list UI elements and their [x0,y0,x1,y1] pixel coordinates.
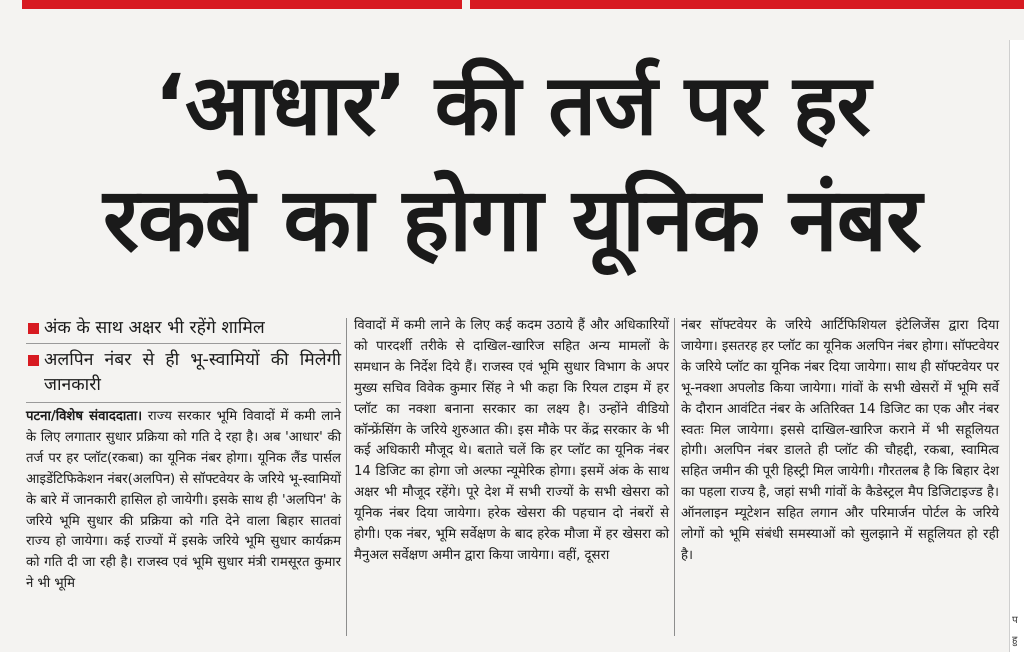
edge-fragment-top: प [1012,615,1018,626]
highlight-1 [26,316,341,344]
column-divider-1 [346,318,347,636]
column-divider-2 [674,318,675,636]
article-paragraph-1 [26,407,341,595]
red-square-bullet-icon [28,323,39,334]
highlight-2-text: अलपिन नंबर से ही भू-स्वामियों की मिलेगी जानकारी [44,350,341,395]
headline [22,49,1002,279]
column-2-text: विवादों में कमी लाने के लिए कई कदम उठाये हैं और अधिकारियों को पारदर्शी तरीके से दाखिल-खारिज सहित अन्य मामलों के समधान के निर्देश दिये हैं। राजस्व एवं भूमि सुधार विभाग के अपर मुख्य सचिव विवेक कुमार सिंह ने भी कहा कि रियल टाइम में हर प्लॉट का नक्शा बनाना सरकार का लक्ष्य है। उन्होंने वीडियो कॉन्फ्रेंसिंग के जरिये शुरुआत की। इस मौके पर केंद्र सरकार के भी कई अधिकारी मौजूद थे। बताते चलें कि हर प्लॉट का यूनिक नंबर 14 डिजिट का होगा जो अल्फा न्यूमेरिक होगा। इसमें अंक के साथ अक्षर भी मौजूद रहेंगे। पूरे देश में सभी राज्यों के सभी खेसरा को यूनिक नंबर दिया जायेगा। हरेक खेसरा की पहचान दो नंबरों से होगी। एक नंबर, भूमि सर्वेक्षण के बाद हरेक मौजा में हर खेसरा को मैनुअल सर्वेक्षण अमीन द्वारा किया जायेगा। वहीं, दूसरा [354,318,669,563]
column-3-text: नंबर सॉफ्टवेयर के जरिये आर्टिफिशियल इंटेलिजेंस द्वारा दिया जायेगा। इसतरह हर प्लॉट का यूनिक अलपिन नंबर होगा। सॉफ्टवेयर के जरिये प्लॉट का यूनिक नंबर दिया जायेगा। साथ ही सॉफ्टवेयर पर भू-नक्शा अपलोड किया जायेगा। गांवों के सभी खेसरों में भूमि सर्वे के दौरान आवंटित नंबर के अतिरिक्त 14 डिजिट का एक और नंबर स्वतः मिल जायेगा। इससे दाखिल-खारिज कराने में भी सहूलियत होगी। अलपिन नंबर डालते ही प्लॉट की चौहद्दी, रकबा, स्वामित्व सहित जमीन की पूरी हिस्ट्री मिल जायेगी। गौरतलब है कि बिहार देश का पहला राज्य है, जहां सभी गांवों के कैडेस्ट्रल मैप डिजिटाइज्ड है। ऑनलाइन म्यूटेशन सहित लगान और परिमार्जन पोर्टल के जरिये लोगों को भूमि संबंधी समस्याओं को सुलझाने में सहूलियत हो रही है। [681,318,999,563]
adjacent-article-edge [1009,40,1024,652]
article-column-1 [26,316,341,595]
edge-fragment-bottom: हु [1012,635,1018,646]
article-column-3 [681,316,999,567]
highlight-2 [26,348,341,403]
highlight-1-text: अंक के साथ अक्षर भी रहेंगे शामिल [44,318,265,338]
top-rule-gap [462,0,470,9]
article-column-2 [354,316,669,567]
column-1-text: राज्य सरकार भूमि विवादों में कमी लाने के लिए लगातार सुधार प्रक्रिया को गति दे रहा है। अब 'आधार' की तर्ज पर हर प्लॉट(रकबा) का यूनिक नंबर होगा। यूनिक लैंड पार्सल आइडेंटिफिकेशन नंबर(अलपिन) से सॉफ्टवेयर के जरिये भू-स्वामियों के बारे में जानकारी हासिल हो जायेगी। इसके साथ ही 'अलपिन' के जरिये भूमि सुधार की प्रक्रिया को गति देने वाला बिहार सातवां राज्य हो जायेगा। कई राज्यों में इसके जरिये भूमि सुधार कार्यक्रम को गति दी जा रही है। राजस्व एवं भूमि सुधार मंत्री रामसूरत कुमार ने भी भूमि [26,409,341,592]
red-square-bullet-icon [28,355,39,366]
top-red-rule [22,0,1024,9]
headline-line-1: ‘आधार’ की तर्ज पर हर [154,56,870,155]
dateline: पटना/विशेष संवाददाता। [26,409,143,424]
headline-line-2: रकबे का होगा यूनिक नंबर [103,168,921,272]
